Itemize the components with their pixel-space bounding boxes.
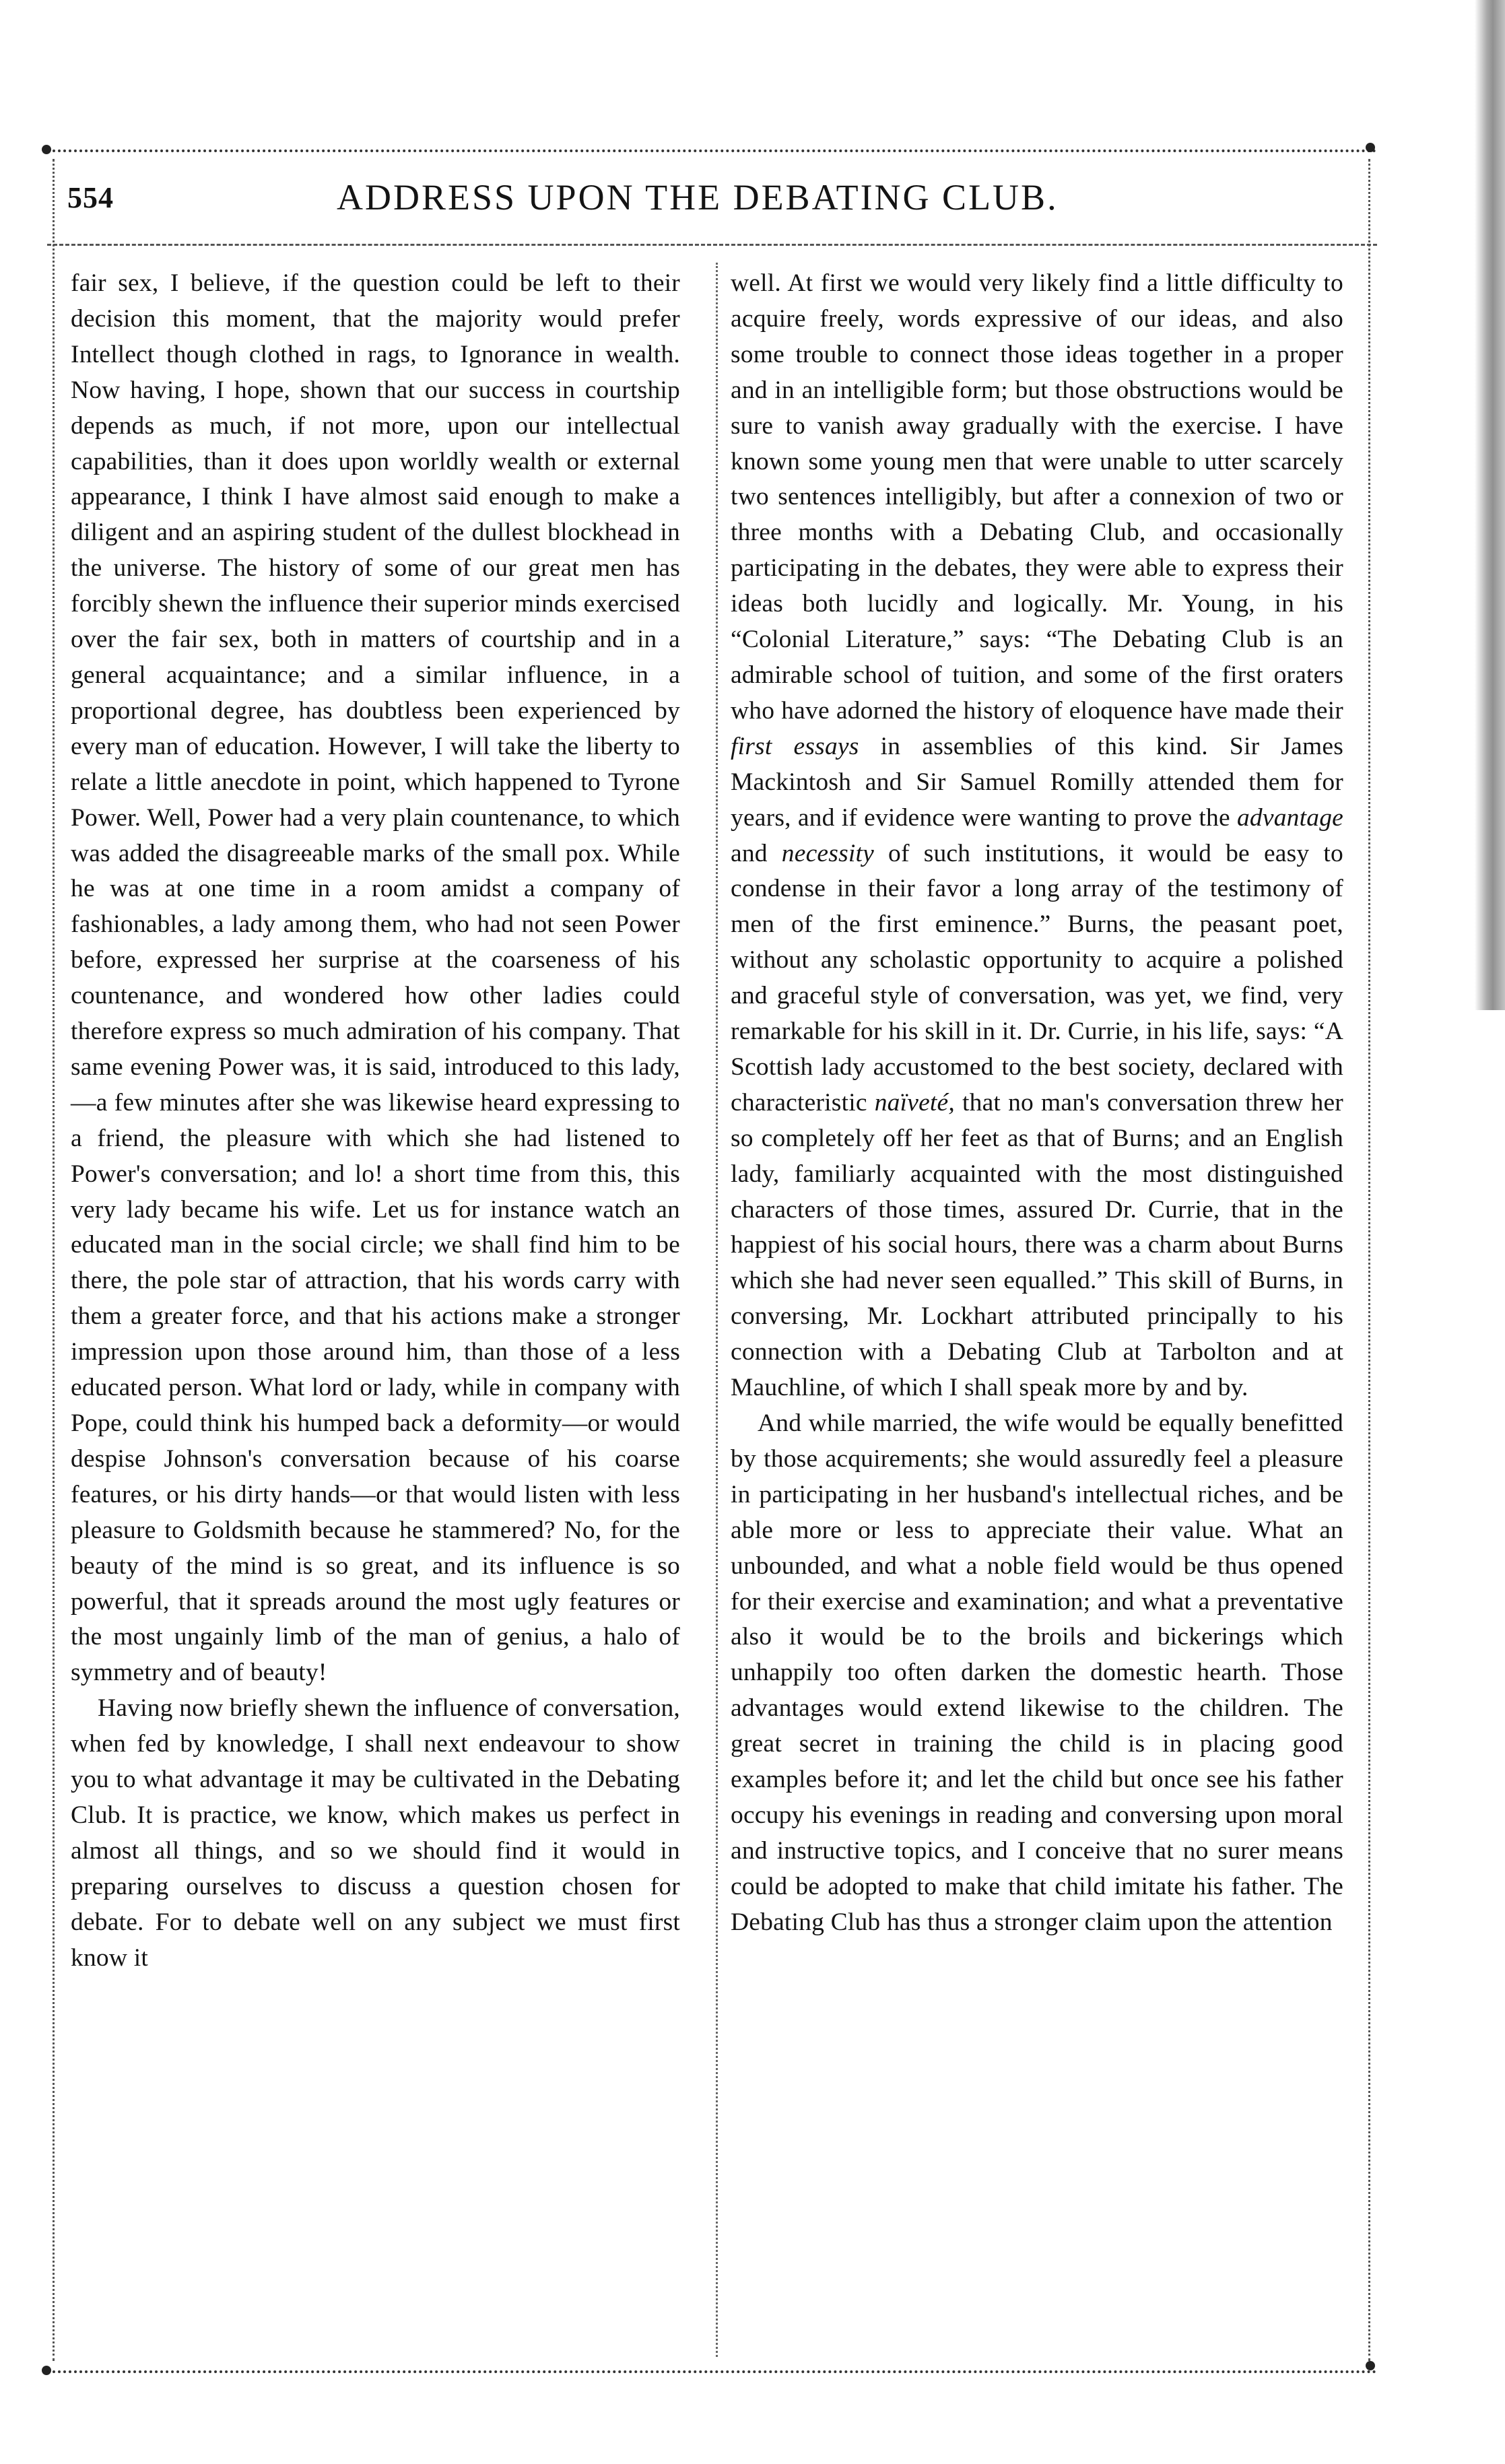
corner-ornament-bottom-left: [42, 2366, 51, 2375]
right-column: [731, 266, 1343, 1941]
scan-edge-shadow: [1475, 0, 1505, 1010]
left-border-rule: [53, 159, 55, 2361]
paragraph: [731, 266, 1343, 1406]
right-border-rule: [1368, 159, 1370, 2361]
column-divider: [716, 263, 718, 2357]
italic-phrase: naïveté,: [874, 1088, 955, 1117]
top-border-rule: [47, 149, 1377, 152]
text-run: in assemblies of this kind. Sir James Mackintosh and Sir Samuel Romilly attended them for years, and if evidence were wanting to prove the: [731, 732, 1344, 832]
paragraph: And while married, the wife would be equally benefitted by those acquirements; she would assuredly feel a pleasure in participating in her husband's intellectual riches, and be able more or less to appreciate their value. What an unbounded, and what a noble field would be thus opened for their exercise and examination; and what a preventative also it would be to the broils and bickerings which unhappily too often darken the domestic hearth. Those advantages would extend likewise to the children. The great secret in training the child is in placing good examples before it; and let the child but once see his father occupy his evenings in reading and conversing upon moral and instructive topics, and I conceive that no surer means could be adopted to make that child imitate his father. The Debating Club has thus a stronger claim upon the attention: [731, 1409, 1343, 1936]
page-number: 554: [67, 181, 114, 214]
text-run: that no man's conversation threw her so completely off her feet as that of Burns; and an English lady, familiarly acquainted with the most distinguished characters of those times, assured Dr. Currie, that in the happiest of his social hours, there was a charm about Burns which she had never seen equalled.” This skill of Burns, in conversing, Mr. Lockhart attributed principally to his connection with a Debating Club at Tarbolton and at Mauchline, of which I shall speak more by and by.: [731, 1088, 1343, 1402]
corner-ornament-top-left: [42, 145, 51, 154]
text-run: well. At first we would very likely find a little difficulty to acquire freely, words expressive of our ideas, and also some trouble to connect those ideas together in a proper and in an intelligible form; but those obstructions would be sure to vanish away gradually with the exercise. I have known some young men that were unable to utter scarcely two sentences intelligibly, but after a connexion of two or three months with a Debating Club, and occasionally participating in the debates, they were able to express their ideas both lucidly and logically. Mr. Young, in his “Colonial Literature,” says: “The Debating Club is an admirable school of tuition, and some of the first oraters who have adorned the history of eloquence have made their: [731, 269, 1343, 725]
running-title: ADDRESS UPON THE DEBATING CLUB.: [337, 177, 1059, 218]
italic-phrase: necessity: [781, 839, 874, 867]
corner-ornament-top-right: [1366, 143, 1375, 152]
italic-phrase: advantage: [1236, 803, 1343, 832]
text-run: of such institutions, it would be easy to condense in their favor a long array of the testimony of men of the first eminence.” Burns, the peasant poet, without any scholastic opportunity to acquire a polished and graceful style of conversation, was yet, we find, very remarkable for his skill in it. Dr. Currie, in his life, says: “A Scottish lady accustomed to the best society, declared with characteristic: [731, 839, 1343, 1117]
corner-ornament-bottom-right: [1366, 2361, 1375, 2370]
bottom-border-rule: [47, 2370, 1377, 2373]
paragraph: fair sex, I believe, if the question could be left to their decision this moment, that the majority would prefer Intellect though clothed in rags, to Ignorance in wealth. Now having, I hope, shown that our success in courtship depends as much, if not more, upon our intellectual capabilities, than it does upon worldly wealth or external appearance, I think I have almost said enough to make a diligent and an aspiring student of the dullest blockhead in the universe. The history of some of our great men has forcibly shewn the influence their superior minds exercised over the fair sex, both in matters of courtship and in a general acquaintance; and a similar influence, in a proportional degree, has doubtless been experienced by every man of education. However, I will take the liberty to relate a little anecdote in point, which happened to Tyrone Power. Well, Power had a very plain countenance, to which was added the disagreeable marks of the small pox. While he was at one time in a room amidst a company of fashionables, a lady among them, who had not seen Power before, expressed her surprise at the coarseness of his countenance, and wondered how other ladies could therefore express so much admiration of his company. That same evening Power was, it is said, introduced to this lady,—a few minutes after she was likewise heard expressing to a friend, the pleasure with which she had listened to Power's conversation; and lo! a short time from this, this very lady became his wife. Let us for instance watch an educated man in the social circle; we shall find him to be there, the pole star of attraction, that his words carry with them a greater force, and that his actions make a stronger impression upon those around him, than those of a less educated person. What lord or lady, while in company with Pope, could think his humped back a deformity—or would despise Johnson's conversation because of his coarse features, or his dirty hands—or that would listen with less pleasure to Goldsmith because he stammered? No, for the beauty of the mind is so great, and its influence is so powerful, that it spreads around the most ugly features or the most ungainly limb of the man of genius, a halo of symmetry and of beauty!: [71, 269, 680, 1687]
header-underline-rule: [47, 244, 1377, 246]
left-column: [71, 266, 680, 1976]
paragraph: Having now briefly shewn the influence of conversation, when fed by knowledge, I shall next endeavour to show you to what advantage it may be cultivated in the Debating Club. It is practice, we know, which makes us perfect in almost all things, and so we should find it would in preparing ourselves to discuss a question chosen for debate. For to debate well on any subject we must first know it: [71, 1694, 680, 1972]
italic-phrase: first essays: [731, 732, 859, 760]
text-run: and: [731, 839, 782, 867]
